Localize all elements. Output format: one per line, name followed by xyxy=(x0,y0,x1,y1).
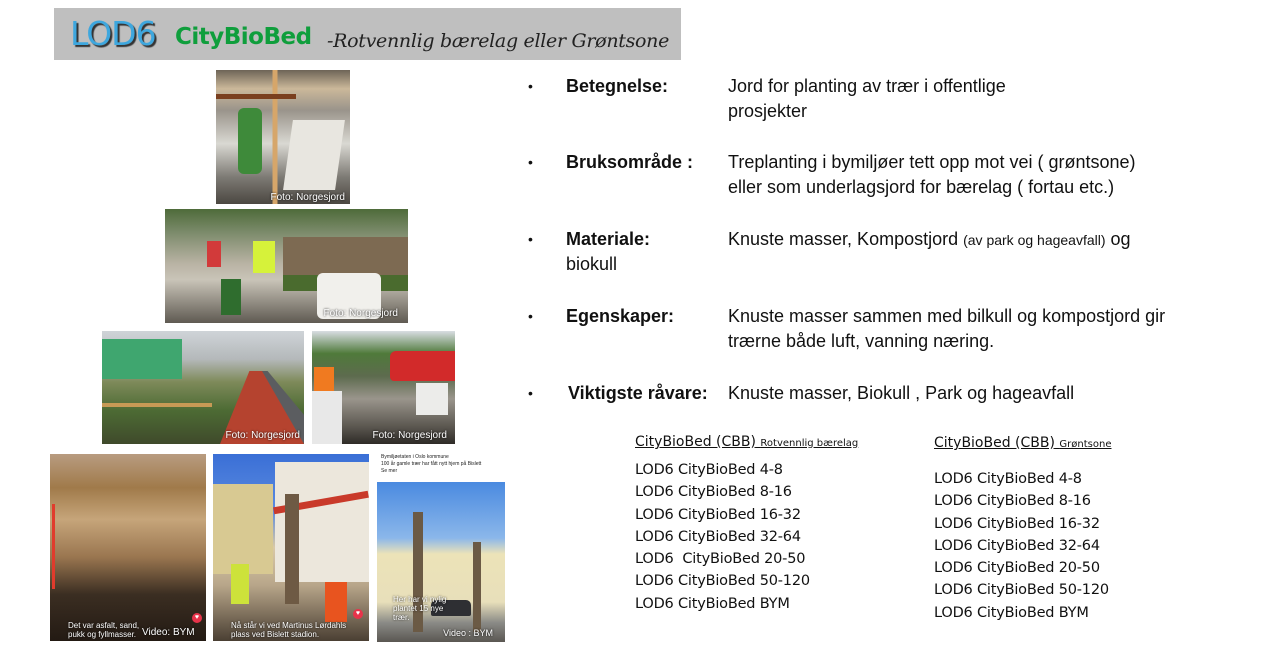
bullet-value: Treplanting i bymiljøer tett opp mot vei ( grøntsone) xyxy=(728,152,1136,172)
photo-detail xyxy=(325,582,347,622)
photo-green-zone xyxy=(102,331,304,444)
product-item: LOD6 CityBioBed 32-64 xyxy=(934,537,1100,554)
bullet-icon: • xyxy=(528,231,533,247)
bullet-value-tail: og xyxy=(1105,229,1131,249)
product-item: LOD6 CityBioBed 16-32 xyxy=(934,515,1100,532)
product-list-rotvennlig xyxy=(635,433,858,615)
bullet-value: Jord for planting av trær i offentlige xyxy=(728,76,1006,96)
product-item: LOD6 CityBioBed 50-120 xyxy=(635,573,810,590)
bullet-icon: • xyxy=(528,308,533,324)
bullet-value xyxy=(728,227,1131,253)
product-item: LOD6 CityBioBed 4-8 xyxy=(934,471,1082,487)
post-text: 100 år gamle trær har fått nytt hjem på Bislett xyxy=(381,461,482,467)
list-title-sub: Grøntsone xyxy=(1059,439,1112,450)
bullet-label: Bruksområde : xyxy=(566,152,694,172)
banner-subtitle: -Rotvennlig bærelag eller Grøntsone xyxy=(327,30,670,52)
bullet-icon: • xyxy=(528,154,533,170)
social-post-new-trees xyxy=(377,452,505,642)
video-credit: Video: BYM xyxy=(142,627,195,638)
see-more-link[interactable]: Se mer xyxy=(381,468,398,474)
list-title-main: CityBioBed (CBB) xyxy=(635,434,756,450)
bullet-label: Egenskaper: xyxy=(566,306,675,326)
photo-credit: Foto: Norgesjord xyxy=(225,430,300,441)
photo-credit: Foto: Norgesjord xyxy=(372,430,447,441)
bullet-icon: • xyxy=(528,385,533,401)
photo-detail xyxy=(221,279,241,315)
photo-detail xyxy=(253,241,275,273)
photo-detail xyxy=(102,339,182,379)
video-overlay-text: Nå står vi ved Martinus Lørdahls plass ved Bislett stadion. xyxy=(231,621,347,639)
photo-workers-planting xyxy=(165,209,408,323)
post-author: Bymiljøetaten i Oslo kommune xyxy=(381,454,449,460)
video-credit: Video : BYM xyxy=(443,628,493,638)
video-soil-profile xyxy=(50,454,206,641)
product-item: LOD6 CityBioBed 32-64 xyxy=(635,528,801,545)
product-item: LOD6 CityBioBed 20-50 xyxy=(635,551,806,568)
photo-detail xyxy=(283,120,345,190)
bullet-value-note: (av park og hageavfall) xyxy=(963,232,1106,248)
product-list-title xyxy=(934,434,1111,454)
photo-detail xyxy=(207,241,221,267)
photo-detail xyxy=(52,504,55,589)
post-header xyxy=(381,454,481,475)
list-title-main: CityBioBed (CBB) xyxy=(934,435,1055,451)
bullet-icon: • xyxy=(528,78,533,94)
video-overlay-text: Her har vi nylig plantet 15 nye trær. xyxy=(393,595,447,622)
photo-detail xyxy=(213,484,273,574)
bullet-value: Knuste masser sammen med bilkull og kompostjord gir xyxy=(728,306,1166,326)
video-overlay-text: Det var asfalt, sand, pukk og fyllmasser. xyxy=(68,621,140,639)
photo-planting-pit xyxy=(312,331,455,444)
product-item: LOD6 CityBioBed 16-32 xyxy=(635,506,801,523)
bullet-value-cont: biokull xyxy=(566,254,618,274)
photo-detail xyxy=(416,383,448,415)
photo-tree-frame xyxy=(216,70,350,204)
product-item: LOD6 CityBioBed 50-120 xyxy=(934,582,1109,599)
bullet-value-main: Knuste masser, Kompostjord xyxy=(728,229,964,249)
post-image xyxy=(377,482,505,642)
bullet-label: Betegnelse: xyxy=(566,76,669,96)
product-item: LOD6 CityBioBed 20-50 xyxy=(934,560,1100,577)
bullet-value-cont: trærne både luft, vanning næring. xyxy=(728,331,995,351)
photo-detail xyxy=(473,542,481,632)
product-item: LOD6 CityBioBed 8-16 xyxy=(934,493,1091,510)
brand-prefix: LOD6 xyxy=(70,14,156,53)
photo-detail xyxy=(285,494,299,604)
photo-detail xyxy=(231,564,249,604)
photo-credit: Foto: Norgesjord xyxy=(323,308,398,319)
bullet-label: Materiale: xyxy=(566,229,651,249)
product-list-grontsone xyxy=(934,434,1111,624)
video-crane-tree xyxy=(213,454,369,641)
photo-credit: Foto: Norgesjord xyxy=(270,192,345,203)
product-list-title xyxy=(635,433,858,453)
photo-detail xyxy=(102,403,212,407)
list-title-sub: Rotvennlig bærelag xyxy=(760,438,859,449)
heart-icon: ♥ xyxy=(353,609,363,619)
photo-detail xyxy=(390,351,455,381)
product-item: LOD6 CityBioBed 8-16 xyxy=(635,484,792,501)
photo-detail xyxy=(238,108,262,174)
heart-icon: ♥ xyxy=(192,613,202,623)
bullet-value-cont: eller som underlagsjord for bærelag ( fortau etc.) xyxy=(728,177,1115,197)
product-item: LOD6 CityBioBed BYM xyxy=(934,604,1089,621)
photo-detail xyxy=(312,391,342,444)
brand-name: CityBioBed xyxy=(175,24,312,50)
bullet-label: Viktigste råvare: xyxy=(568,383,708,403)
bullet-value-cont: prosjekter xyxy=(728,101,808,121)
title-banner xyxy=(54,8,681,60)
product-item: LOD6 CityBioBed 4-8 xyxy=(635,462,783,478)
photo-detail xyxy=(216,94,296,99)
product-item: LOD6 CityBioBed BYM xyxy=(635,595,790,612)
bullet-value: Knuste masser, Biokull , Park og hageavfall xyxy=(728,383,1075,403)
